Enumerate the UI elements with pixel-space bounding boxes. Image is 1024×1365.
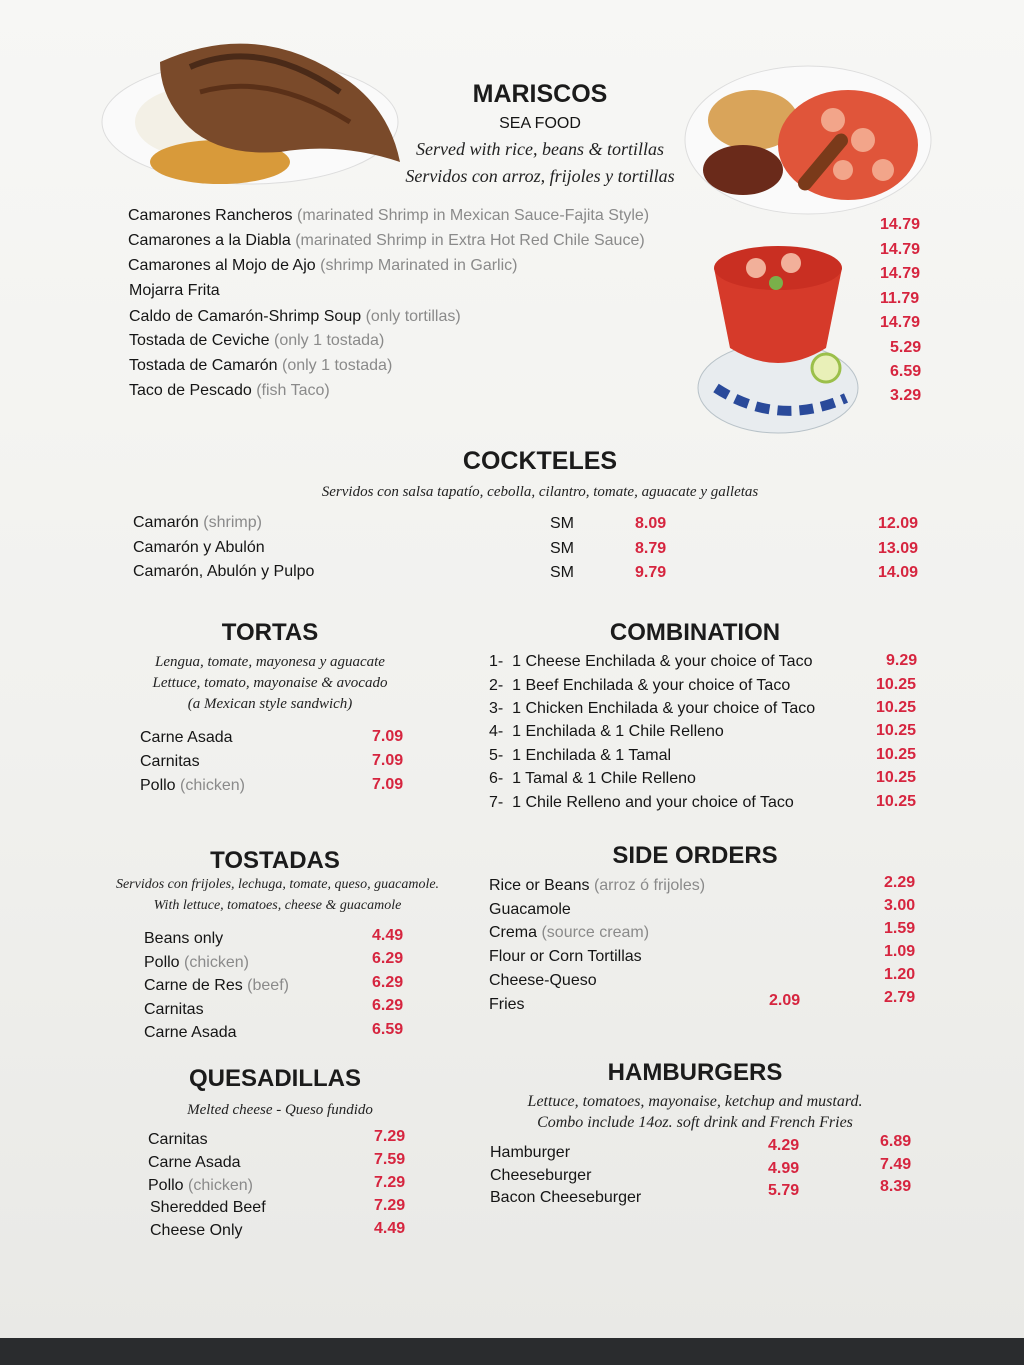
list-item: Camarones a la Diabla (marinated Shrimp in Extra Hot Red Chile Sauce) — [128, 232, 645, 249]
list-item: Carne Asada — [140, 729, 233, 746]
list-item: Camarón y Abulón — [133, 539, 265, 556]
price: 4.29 — [768, 1137, 800, 1154]
list-item: Rice or Beans (arroz ó frijoles) — [489, 877, 706, 894]
tortas-note-1: Lengua, tomate, mayonesa y aguacate — [155, 654, 385, 670]
list-item: Pollo (chicken) — [140, 777, 245, 794]
price: 7.59 — [374, 1151, 406, 1168]
price: 1.20 — [884, 966, 916, 983]
combination-title: COMBINATION — [609, 619, 781, 646]
price: 8.09 — [635, 515, 667, 532]
list-item: Tostada de Ceviche (only 1 tostada) — [129, 332, 385, 349]
mariscos-note-es: Servidos con arroz, frijoles y tortillas — [405, 166, 675, 186]
price: 14.79 — [880, 265, 921, 282]
price: 10.25 — [876, 722, 917, 739]
price: 11.79 — [880, 290, 920, 307]
mariscos-note-en: Served with rice, beans & tortillas — [416, 139, 664, 159]
hamburgers-note-1: Lettuce, tomatoes, mayonaise, ketchup and mustard. — [527, 1093, 863, 1110]
price: 12.09 — [878, 515, 919, 532]
list-item: Caldo de Camarón-Shrimp Soup (only tortillas) — [129, 308, 461, 325]
price: 8.39 — [880, 1178, 912, 1195]
side-orders-title: SIDE ORDERS — [612, 842, 778, 869]
list-item: Carne Asada — [144, 1024, 237, 1041]
list-item: Cheeseburger — [490, 1167, 592, 1184]
price: 6.59 — [372, 1021, 404, 1038]
list-item: Carne Asada — [148, 1154, 241, 1171]
list-item: Cheese Only — [150, 1222, 243, 1239]
price: 2.29 — [884, 874, 916, 891]
price: 7.49 — [880, 1156, 912, 1173]
list-item: Flour or Corn Tortillas — [489, 948, 642, 965]
list-item: Tostada de Camarón (only 1 tostada) — [129, 357, 393, 374]
list-item: 6- 1 Tamal & 1 Chile Relleno — [489, 770, 696, 787]
hamburgers-note-2: Combo include 14oz. soft drink and French Fries — [537, 1114, 853, 1131]
list-item: Pollo (chicken) — [144, 954, 249, 971]
price: 2.79 — [884, 989, 916, 1006]
price: 4.99 — [768, 1160, 800, 1177]
tortas-note-2: Lettuce, tomato, mayonaise & avocado — [152, 675, 388, 691]
list-item: Carne de Res (beef) — [144, 977, 289, 994]
list-item: Camarones al Mojo de Ajo (shrimp Marinated in Garlic) — [128, 257, 518, 274]
tostadas-note-1: Servidos con frijoles, lechuga, tomate, queso, guacamole. — [115, 877, 440, 892]
price: 7.29 — [374, 1128, 406, 1145]
price: 10.25 — [876, 699, 917, 716]
size-label: SM — [550, 564, 574, 581]
price: 14.09 — [878, 564, 919, 581]
list-item: Pollo (chicken) — [148, 1177, 253, 1194]
list-item: Carnitas — [144, 1001, 204, 1018]
tortas-title: TORTAS — [221, 619, 319, 646]
list-item: 5- 1 Enchilada & 1 Tamal — [489, 747, 672, 764]
price: 6.29 — [372, 997, 404, 1014]
hamburgers-title: HAMBURGERS — [607, 1059, 783, 1086]
price: 6.29 — [372, 950, 404, 967]
tostadas-note-2: With lettuce, tomatoes, cheese & guacamole — [153, 898, 402, 913]
quesadillas-note: Melted cheese - Queso fundido — [187, 1102, 373, 1118]
price: 10.25 — [876, 769, 917, 786]
list-item: Carnitas — [148, 1131, 208, 1148]
price: 7.09 — [372, 776, 404, 793]
list-item: Fries — [489, 996, 525, 1013]
price: 1.59 — [884, 920, 916, 937]
price: 7.09 — [372, 728, 404, 745]
list-item: Camarón (shrimp) — [133, 514, 262, 531]
list-item: Taco de Pescado (fish Taco) — [129, 382, 330, 399]
price: 4.49 — [372, 927, 404, 944]
tortas-note-3: (a Mexican style sandwich) — [187, 696, 353, 712]
price: 7.29 — [374, 1197, 406, 1214]
quesadillas-title: QUESADILLAS — [188, 1065, 361, 1092]
price: 6.89 — [880, 1133, 912, 1150]
table-surface — [0, 1338, 1024, 1365]
price: 7.09 — [372, 752, 404, 769]
cockteles-title: COCKTELES — [462, 447, 618, 475]
shrimp-plate-photo — [683, 50, 933, 218]
price: 1.09 — [884, 943, 916, 960]
list-item: Bacon Cheeseburger — [490, 1189, 642, 1206]
price: 14.79 — [880, 241, 921, 258]
mariscos-subtitle: SEA FOOD — [499, 115, 581, 132]
list-item: Carnitas — [140, 753, 200, 770]
price: 3.00 — [884, 897, 916, 914]
mariscos-title: MARISCOS — [472, 80, 608, 108]
price: 10.25 — [876, 746, 917, 763]
price: 4.49 — [374, 1220, 406, 1237]
list-item: 4- 1 Enchilada & 1 Chile Relleno — [489, 723, 724, 740]
price: 13.09 — [878, 540, 919, 557]
list-item: Guacamole — [489, 901, 571, 918]
fried-fish-plate-photo — [100, 22, 415, 197]
list-item: Hamburger — [490, 1144, 571, 1161]
price: 2.09 — [769, 992, 801, 1009]
price: 5.29 — [890, 339, 922, 356]
list-item: Camarones Rancheros (marinated Shrimp in Mexican Sauce-Fajita Style) — [128, 207, 650, 224]
list-item: 7- 1 Chile Relleno and your choice of Taco — [489, 794, 794, 811]
price: 9.79 — [635, 564, 667, 581]
cockteles-note: Servidos con salsa tapatío, cebolla, cilantro, tomate, aguacate y galletas — [321, 484, 759, 500]
price: 6.59 — [890, 363, 922, 380]
price: 14.79 — [880, 314, 921, 331]
price: 5.79 — [768, 1182, 800, 1199]
list-item: 1- 1 Cheese Enchilada & your choice of Taco — [489, 653, 813, 670]
price: 14.79 — [880, 216, 921, 233]
price: 6.29 — [372, 974, 404, 991]
price: 7.29 — [374, 1174, 406, 1191]
list-item: 3- 1 Chicken Enchilada & your choice of Taco — [489, 700, 816, 717]
price: 10.25 — [876, 793, 917, 810]
list-item: Sheredded Beef — [150, 1199, 266, 1216]
size-label: SM — [550, 540, 574, 557]
list-item: Beans only — [144, 930, 224, 947]
shrimp-cocktail-photo — [696, 238, 861, 438]
price: 9.29 — [886, 652, 918, 669]
price: 10.25 — [876, 676, 917, 693]
list-item: Crema (source cream) — [489, 924, 650, 941]
list-item: Camarón, Abulón y Pulpo — [133, 563, 315, 580]
size-label: SM — [550, 515, 574, 532]
list-item: 2- 1 Beef Enchilada & your choice of Taco — [489, 677, 791, 694]
list-item: Cheese-Queso — [489, 972, 597, 989]
price: 8.79 — [635, 540, 667, 557]
tostadas-title: TOSTADAS — [210, 847, 340, 874]
price: 3.29 — [890, 387, 922, 404]
list-item: Mojarra Frita — [129, 282, 220, 299]
